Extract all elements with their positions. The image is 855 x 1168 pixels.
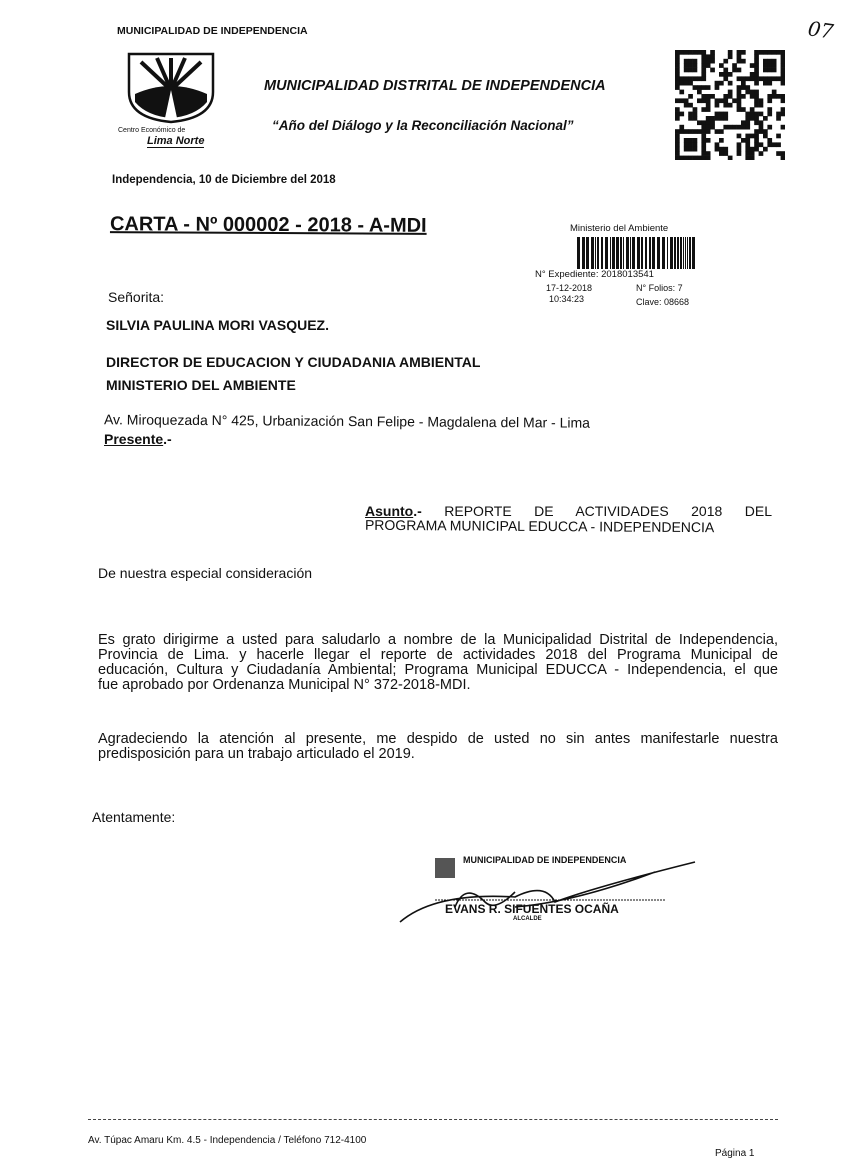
stamp-folios: N° Folios: 7 — [636, 283, 683, 293]
stamp-clave: Clave: 08668 — [636, 297, 690, 307]
year-motto: “Año del Diálogo y la Reconciliación Nacional” — [272, 118, 574, 133]
recipient-position: DIRECTOR DE EDUCACION Y CIUDADANIA AMBIENTAL — [106, 354, 481, 370]
stamp-organization: Ministerio del Ambiente — [570, 223, 669, 234]
presente — [104, 431, 172, 447]
closing: Atentamente: — [92, 809, 176, 825]
greeting: De nuestra especial consideración — [98, 565, 313, 581]
subject-line-2: PROGRAMA MUNICIPAL EDUCCA - INDEPENDENCIA — [364, 516, 715, 536]
stamp-date: 17-12-2018 — [546, 283, 593, 293]
subject-suffix: .- — [413, 503, 422, 519]
letter-number: CARTA - Nº 000002 - 2018 - A-MDI — [109, 213, 427, 237]
recipient-address: Av. Miroquezada N° 425, Urbanización San Felipe - Magdalena del Mar - Lima — [103, 411, 591, 431]
salutation: Señorita: — [108, 289, 165, 305]
barcode — [577, 237, 697, 269]
recipient-organization: MINISTERIO DEL AMBIENTE — [106, 377, 296, 393]
institution-title: MUNICIPALIDAD DISTRITAL DE INDEPENDENCIA — [264, 78, 606, 94]
signatory-name: EVANS R. SIFUENTES OCAÑA — [445, 902, 619, 916]
paragraph-1-line: educación, Cultura y Ciudadanía Ambiental; Programa Municipal EDUCCA - Independencia, el que — [98, 662, 778, 678]
recipient-name: SILVIA PAULINA MORI VASQUEZ. — [106, 317, 329, 333]
page-number: Página 1 — [715, 1148, 755, 1159]
qr-code — [675, 50, 785, 160]
subject-label: Asunto — [365, 503, 414, 519]
logo-text: MUNICIPALIDAD DE INDEPENDENCIA — [117, 25, 308, 37]
signature-seal-text: MUNICIPALIDAD DE INDEPENDENCIA — [463, 855, 627, 865]
subject-text-1: REPORTE DE ACTIVIDADES 2018 DEL — [444, 503, 773, 519]
date-line: Independencia, 10 de Diciembre del 2018 — [112, 174, 336, 186]
logo-subtitle: Centro Económico de — [118, 127, 186, 134]
signatory-title: ALCALDE — [513, 916, 542, 922]
footer-divider — [88, 1119, 778, 1120]
handwritten-page-mark: 07 — [806, 16, 835, 44]
stamp-expediente: N° Expediente: 2018013541 — [535, 269, 654, 280]
logo-brand: Lima Norte — [147, 135, 205, 147]
presente-label: Presente — [104, 431, 164, 447]
paragraph-2-line: Agradeciendo la atención al presente, me despido de usted no sin antes manifestarle nuestra — [98, 731, 778, 747]
stamp-time: 10:34:23 — [549, 294, 585, 304]
footer-address: Av. Túpac Amaru Km. 4.5 - Independencia / Teléfono 712-4100 — [88, 1135, 367, 1146]
presente-suffix: .- — [163, 431, 172, 447]
paragraph-1-line: Es grato dirigirme a usted para saludarlo a nombre de la Municipalidad Distrital de Independencia, — [98, 632, 778, 648]
municipal-shield-logo — [125, 52, 217, 124]
paragraph-2-line: predisposición para un trabajo articulado el 2019. — [98, 746, 415, 762]
paragraph-1-line: Provincia de Lima. y hacerle llegar el reporte de actividades 2018 del Programa Municipal de — [98, 647, 778, 663]
paragraph-1-line: fue aprobado por Ordenanza Municipal N° 372-2018-MDI. — [98, 677, 471, 693]
